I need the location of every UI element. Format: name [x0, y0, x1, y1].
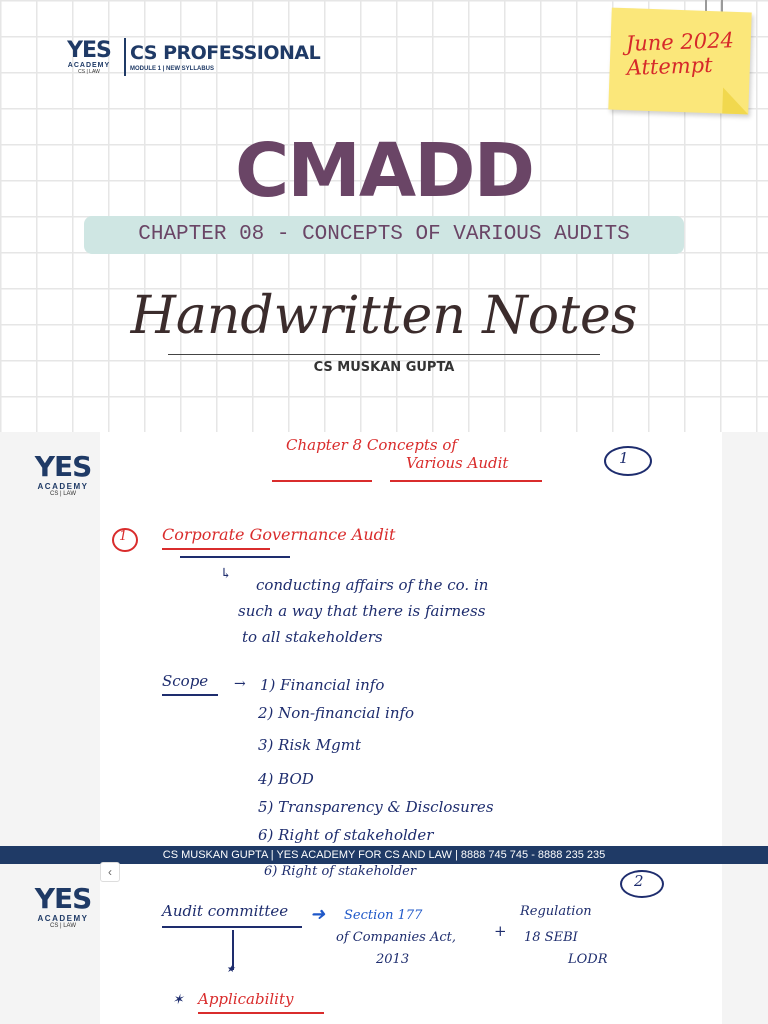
title-underline — [168, 354, 600, 355]
logo-text: YES — [67, 37, 111, 63]
sticky-fold — [722, 88, 749, 115]
notes-page-2 — [100, 864, 722, 1024]
brace-line — [180, 556, 290, 558]
brand-title: CS PROFESSIONAL — [130, 42, 321, 64]
section-ref-line-3: 2013 — [376, 952, 410, 967]
page1-page-number: 1 — [619, 449, 629, 467]
scope-arrow-icon: → — [234, 676, 246, 692]
section-ref-line-1: Section 177 — [344, 908, 423, 923]
scope-item-4: 4) BOD — [258, 770, 314, 788]
scope-underline — [162, 694, 218, 696]
page1-logo — [28, 452, 98, 497]
previous-page-icon[interactable]: ‹ — [100, 862, 120, 882]
yes-academy-logo — [58, 37, 120, 75]
author-name: CS MUSKAN GUPTA — [313, 360, 455, 375]
page2-page-number: 2 — [634, 872, 644, 890]
arrow-icon: ↳ — [220, 566, 232, 582]
scope-item-1: 1) Financial info — [260, 676, 385, 694]
notes-page-1 — [100, 432, 722, 846]
star-bullet-icon: ✶ — [172, 992, 184, 1008]
page2-logo-text: YES — [34, 882, 92, 915]
brand-text — [130, 42, 320, 72]
regulation-line-1: Regulation — [520, 904, 592, 919]
section-title: Corporate Governance Audit — [162, 525, 396, 544]
regulation-line-3: LODR — [568, 952, 608, 967]
heading-underline-2 — [390, 480, 542, 482]
page1-heading-line1: Chapter 8 Concepts of — [286, 436, 457, 454]
logo-subtext: ACADEMY — [67, 61, 111, 69]
sticky-line-2: Attempt — [626, 52, 713, 80]
sticky-note — [608, 8, 751, 115]
applicability-underline — [198, 1012, 324, 1014]
plus-sign: + — [494, 922, 507, 940]
scope-item-3: 3) Risk Mgmt — [258, 736, 362, 754]
page2-logo-subtext: ACADEMY — [37, 914, 89, 923]
brand-subtitle: MODULE 1 | NEW SYLLABUS — [130, 66, 215, 72]
regulation-line-2: 18 SEBI — [524, 930, 578, 945]
scope-item-5: 5) Transparency & Disclosures — [258, 798, 494, 816]
star-icon: ★ — [226, 964, 235, 975]
page1-logo-subtext-2: CS | LAW — [49, 491, 76, 497]
page2-logo — [28, 884, 98, 929]
brand-header — [58, 38, 320, 76]
cover-title: CMADD — [234, 128, 534, 214]
page1-logo-subtext: ACADEMY — [37, 482, 89, 491]
definition-line-3: to all stakeholders — [242, 628, 383, 646]
audit-committee-label: Audit committee — [162, 902, 289, 920]
cover-section — [0, 0, 768, 432]
chapter-banner: CHAPTER 08 - CONCEPTS OF VARIOUS AUDITS — [84, 216, 684, 254]
sticky-line-1: June 2024 — [625, 28, 735, 56]
definition-line-2: such a way that there is fairness — [238, 602, 486, 620]
arrow-right-icon: ➜ — [310, 904, 326, 925]
handwritten-notes-title: Handwritten Notes — [130, 286, 638, 346]
definition-line-1: conducting affairs of the co. in — [256, 576, 489, 594]
footer-bar: CS MUSKAN GUPTA | YES ACADEMY FOR CS AND LAW | 8888 745 745 - 8888 235 235 — [0, 846, 768, 864]
page1-heading-line2: Various Audit — [406, 454, 509, 472]
audit-committee-underline — [162, 926, 302, 928]
page2-logo-subtext-2: CS | LAW — [49, 923, 76, 929]
applicability-label: Applicability — [198, 990, 294, 1008]
scope-label: Scope — [162, 672, 209, 690]
page1-logo-text: YES — [34, 450, 92, 483]
scope-item-6: 6) Right of stakeholder — [258, 826, 434, 844]
logo-subtext-2: CS | LAW — [78, 68, 100, 75]
sticky-note-text — [625, 28, 735, 80]
page2-top-line: 6) Right of stakeholder — [264, 864, 417, 879]
section-ref-line-2: of Companies Act, — [336, 930, 456, 945]
section-title-underline — [162, 548, 270, 550]
scope-item-2: 2) Non-financial info — [258, 704, 415, 722]
heading-underline-1 — [272, 480, 372, 482]
section-number: 1 — [119, 529, 128, 544]
brand-divider — [124, 38, 126, 76]
